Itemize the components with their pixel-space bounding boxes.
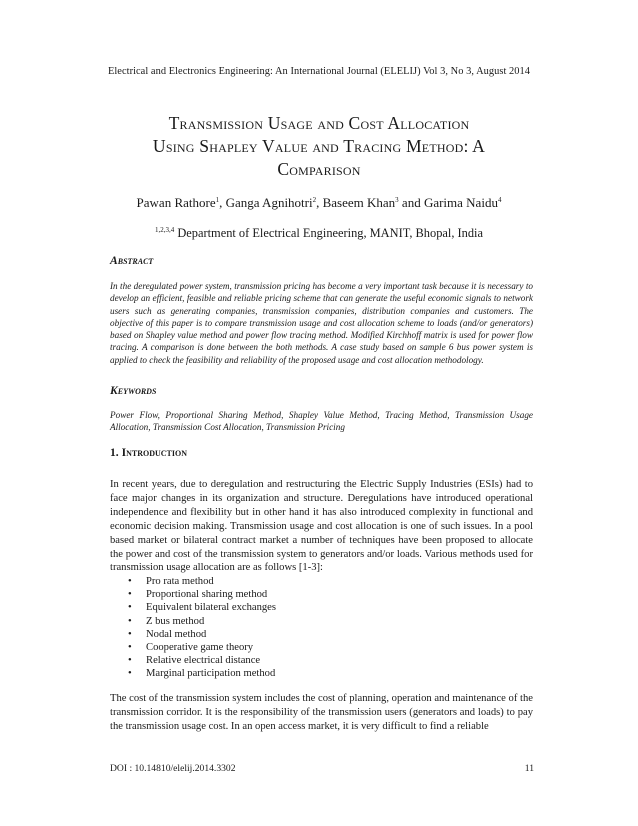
keywords-heading: Keywords [110, 384, 157, 397]
author-3: , Baseem Khan [316, 195, 396, 210]
author-3-affil-mark: 3 [395, 196, 399, 204]
author-2-affil-mark: 2 [312, 196, 317, 204]
list-item-text: Relative electrical distance [146, 655, 261, 667]
introduction-heading: 1. Introduction [110, 446, 188, 459]
doi-footer: DOI : 10.14810/elelij.2014.3302 [110, 763, 236, 774]
cost-paragraph: The cost of the transmission system includes the cost of planning, operation and maintenance of the transmission corridor. It is the responsibility of the transmission users (generators and loads) to pay the transmission usage cost. In an open access market, it is very difficult to find a reliable [110, 693, 533, 732]
bullet-icon: • [128, 628, 132, 640]
page-number: 11 [524, 763, 534, 774]
title-line-1: Transmission Usage and Cost Allocation [168, 113, 470, 133]
author-1: Pawan Rathore [136, 195, 216, 210]
bullet-icon: • [128, 668, 132, 680]
abstract-body: In the deregulated power system, transmission pricing has become a very important task because it is necessary to develop an efficient, feasible and reliable pricing scheme that can generate the useful economic signals to network users such as generating companies, transmission companies, distribution companies and customers. The objective of this paper is to compare transmission usage and cost allocation scheme to loads (and/or generators) based on Shapley value method and power flow tracing method. Modified Kirchhoff matrix is used for power flow tracing. A comparison is done between the both methods. A case study based on sample 6 bus power system is applied to check the feasibility and reliability of the proposed usage and cost allocation methodology. [110, 281, 533, 365]
affiliation-mark: 1,2,3,4 [155, 226, 175, 234]
abstract-heading: Abstract [110, 254, 154, 267]
list-item [128, 588, 276, 601]
bullet-icon: • [128, 589, 132, 601]
paper-title [90, 112, 548, 181]
affiliation-text: Department of Electrical Engineering, MANIT, Bhopal, India [174, 226, 483, 240]
bullet-icon: • [128, 615, 132, 627]
list-item [128, 641, 276, 654]
list-item-text: Equivalent bilateral exchanges [146, 602, 277, 614]
list-item-text: Proportional sharing method [146, 589, 268, 601]
list-item-text: Marginal participation method [146, 668, 276, 680]
author-4-affil-mark: 4 [497, 196, 502, 204]
author-1-affil-mark: 1 [215, 196, 220, 204]
list-item [128, 654, 276, 667]
list-item [128, 667, 276, 680]
journal-running-head: Electrical and Electronics Engineering: An International Journal (ELELIJ) Vol 3, No 3, August 2014 [107, 66, 531, 77]
bullet-icon: • [128, 655, 132, 667]
method-list [128, 575, 276, 681]
list-item [128, 575, 276, 588]
list-item [128, 601, 276, 614]
bullet-icon: • [128, 642, 132, 654]
introduction-paragraph: In recent years, due to deregulation and restructuring the Electric Supply Industries (ESIs) had to face major changes in its organization and structure. Deregulations have introduced operational independence and flexibility but in other hand it has also introduced complexity in functional and economic decision making. Transmission usage and cost allocation is one of such issues. In a pool based market or bilateral contract market a number of techniques have been proposed to allocate the power and cost of the transmission system to generators and/or loads. Various methods used for transmission usage allocation are as follows [1-3]: [110, 479, 533, 574]
affiliation [0, 226, 638, 241]
list-item [128, 615, 276, 628]
list-item-text: Nodal method [146, 628, 207, 640]
list-item-text: Cooperative game theory [146, 642, 254, 654]
bullet-icon: • [128, 602, 132, 614]
title-line-3: Comparison [277, 159, 361, 179]
bullet-icon: • [128, 576, 132, 587]
author-4: and Garima Naidu [398, 195, 498, 210]
author-list [0, 195, 638, 211]
author-2: , Ganga Agnihotri [219, 195, 313, 210]
list-item-text: Z bus method [146, 615, 205, 627]
list-item-text: Pro rata method [146, 576, 214, 587]
keywords-body: Power Flow, Proportional Sharing Method, Shapley Value Method, Tracing Method, Transmission Usage Allocation, Transmission Cost Allocation, Transmission Pricing [110, 410, 533, 433]
list-item [128, 628, 276, 641]
title-line-2: Using Shapley Value and Tracing Method: A [152, 136, 486, 156]
